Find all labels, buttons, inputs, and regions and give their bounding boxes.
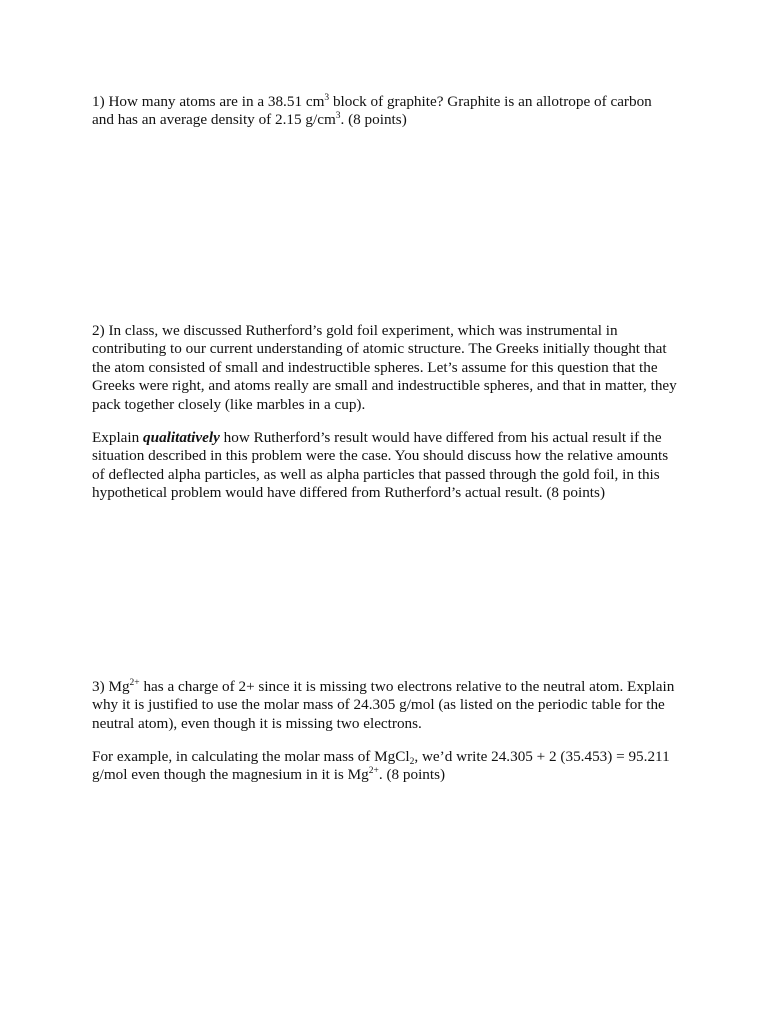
q3-subscript-2: 2 <box>409 757 415 767</box>
q1-superscript-cubed-2: 3 <box>335 111 341 122</box>
q3-text-a: 3) Mg <box>92 678 130 695</box>
question-3-paragraph-1 <box>92 678 692 733</box>
q2-explain-line: of deflected alpha particles, as well as alpha particles that passed through the gold foil, in this <box>92 465 660 483</box>
q3-text-b: has a charge of 2+ since it is missing two electrons relative to the neutral atom. Explain <box>139 678 675 695</box>
q2-line: the atom consisted of small and indestructible spheres. Let’s assume for this question that the <box>92 358 658 376</box>
q2-line: contributing to our current understanding of atomic structure. The Greeks initially thought that <box>92 340 667 358</box>
q2-explain-line <box>92 429 692 447</box>
q2-explain-post: how Rutherford’s result would have differed from his actual result if the <box>219 429 662 446</box>
q2-line: 2) In class, we discussed Rutherford’s gold foil experiment, which was instrumental in <box>92 322 618 339</box>
q3-line-3: neutral atom), even though it is missing two electrons. <box>92 714 422 732</box>
question-1 <box>92 93 692 130</box>
q3-example-text-b: , we’d write 24.305 + 2 (35.453) = 95.211 <box>414 748 670 765</box>
q2-emphasis-qualitatively: qualitatively <box>143 429 220 446</box>
q3-example-line-2 <box>92 766 692 784</box>
q3-example-text-d: . (8 points) <box>378 766 446 784</box>
q3-superscript-charge-2: 2+ <box>368 766 379 777</box>
question-1-line-1 <box>92 93 692 111</box>
q1-superscript-cubed: 3 <box>324 93 330 103</box>
question-2-paragraph-2 <box>92 429 692 503</box>
q3-line-1 <box>92 678 692 696</box>
question-1-line-2 <box>92 111 692 129</box>
q2-explain-line: hypothetical problem would have differed from Rutherford’s actual result. (8 points) <box>92 484 605 502</box>
question-2-paragraph-1 <box>92 322 692 414</box>
q3-superscript-charge: 2+ <box>129 678 140 688</box>
q1-text-d: . (8 points) <box>340 111 407 129</box>
q1-text-c: and has an average density of 2.15 g/cm <box>92 111 336 129</box>
q1-text-b: block of graphite? Graphite is an allotrope of carbon <box>329 93 652 110</box>
q2-explain-pre: Explain <box>92 429 144 446</box>
q1-text-a: 1) How many atoms are in a 38.51 cm <box>92 93 325 110</box>
q2-line: pack together closely (like marbles in a cup). <box>92 395 366 413</box>
q2-line: Greeks were right, and atoms really are small and indestructible spheres, and that in matter, they <box>92 377 677 395</box>
q2-explain-line: situation described in this problem were the case. You should discuss how the relative amounts <box>92 447 669 465</box>
q3-example-text-a: For example, in calculating the molar mass of MgCl <box>92 748 410 765</box>
q3-example-text-c: g/mol even though the magnesium in it is Mg <box>92 766 369 784</box>
question-3-paragraph-2 <box>92 748 692 785</box>
q3-line-2: why it is justified to use the molar mass of 24.305 g/mol (as listed on the periodic table for the <box>92 696 665 714</box>
q3-example-line-1 <box>92 748 692 766</box>
